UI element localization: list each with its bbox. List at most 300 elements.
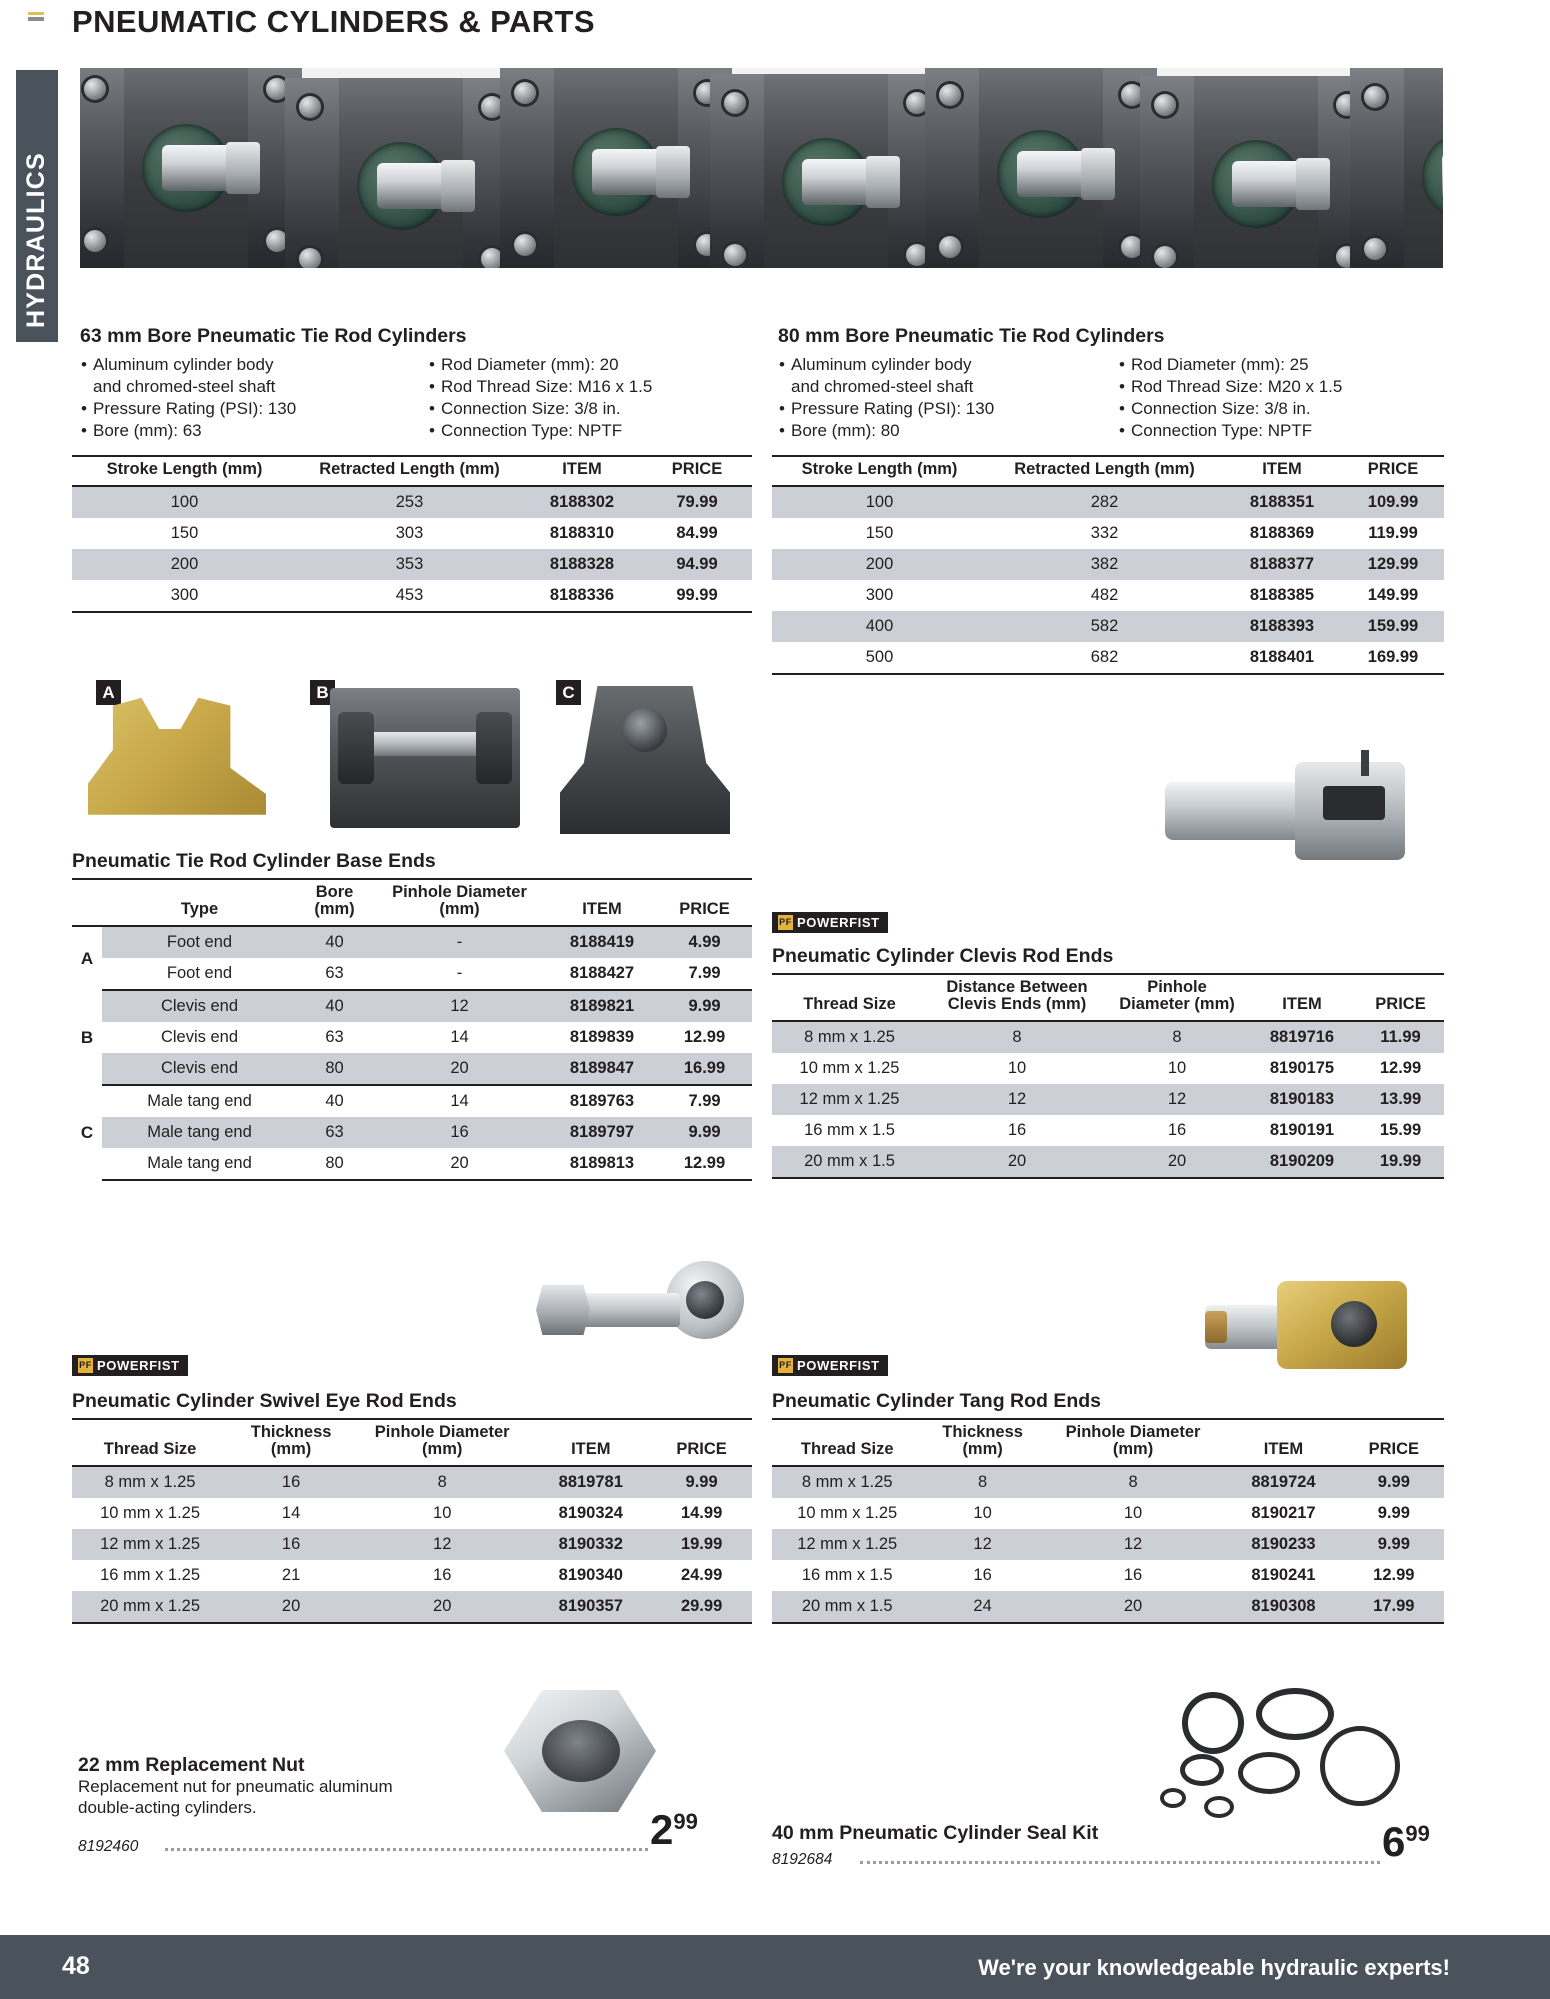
cell-value: 12 mm x 1.25 [772,1529,922,1560]
column-header: PRICE [1342,456,1444,486]
table-header-row [72,456,752,486]
bullet-text: and chromed-steel shaft [791,377,974,396]
cell-value: Clevis end [102,1053,297,1085]
table-row [72,926,752,958]
cell-price: 14.99 [680,1504,723,1522]
column-header: ITEM [1247,974,1357,1021]
cell-value: 8 mm x 1.25 [772,1021,927,1053]
cell-item-number: 8189821 [547,990,657,1022]
cell-value: 20 [372,1053,547,1085]
cell-value: 12 [372,990,547,1022]
table-row [772,518,1444,549]
cell-value: 200 [772,549,987,580]
cell-price: 9.99 [1344,1529,1444,1560]
table-row [72,580,752,612]
price-cents: 99 [673,1809,698,1834]
cell-item-number: 8190308 [1223,1591,1343,1623]
table-row [72,1148,752,1180]
table-header-row: Thread Size Distance Between Clevis Ends (mm) Pinhole Diameter (mm) ITEM PRICE [772,974,1444,1021]
cell-value: 150 [170,524,199,542]
cell-value: 100 [72,486,297,518]
cell-item-number: 8190209 [1247,1146,1357,1178]
cell-value: 80 [297,1053,372,1085]
cell-value: 10 [1007,1059,1027,1077]
cell-price: 15.99 [1379,1121,1422,1139]
badge-b: B [310,680,335,705]
cell-price: 12.99 [657,1148,752,1180]
cell-value: 20 mm x 1.5 [772,1591,922,1623]
cell-value: 300 [72,580,297,612]
table-header-row: Thread Size Thickness (mm) Pinhole Diameter (mm) ITEM PRICE [772,1419,1444,1466]
cell-value: 150 [865,524,894,542]
section-heading-swivel-eye-rod-ends: Pneumatic Cylinder Swivel Eye Rod Ends [72,1390,457,1412]
table-body [72,486,752,612]
cell-price: 9.99 [657,1117,752,1148]
powerfist-mark-icon: PF [78,1358,93,1373]
cell-item-number: 8188328 [522,549,642,580]
price-seal-kit [1382,1818,1430,1866]
table-clevis-rod-ends [772,973,1444,1179]
section-heading-tang-rod-ends: Pneumatic Cylinder Tang Rod Ends [772,1390,1102,1412]
cell-value: 453 [297,580,522,612]
powerfist-mark-icon: PF [778,1358,793,1373]
section-tab-label: HYDRAULICS [22,152,50,328]
column-header: Thread Size [772,974,927,1021]
cell-price: 99.99 [642,580,752,612]
column-header: Retracted Length (mm) [297,456,522,486]
table-row [72,990,752,1022]
cell-item-number: 8189763 [569,1092,635,1110]
cell-price: 169.99 [1342,642,1444,674]
hero-product-photo [80,68,1443,268]
table-body [72,1466,752,1623]
table-63mm-bore [72,455,752,613]
cell-item-number: 8188377 [1222,549,1342,580]
footer-tagline: We're your knowledgeable hydraulic experts! [978,1955,1450,1980]
bullet-text: Pressure Rating (PSI): 130 [791,399,995,418]
cylinder-photo-2 [285,78,517,268]
bullet-text: Bore (mm): 80 [791,421,900,440]
bullet-text: Bore (mm): 63 [93,421,202,440]
bullet-text: Pressure Rating (PSI): 130 [93,399,297,418]
column-header: PRICE [657,879,752,926]
table-body [772,1466,1444,1623]
cell-value: 16 [1123,1566,1143,1584]
bullet-text: Connection Size: 3/8 in. [441,399,621,418]
table-row [772,580,1444,611]
cell-value: 200 [72,549,297,580]
price-dollars: 2 [650,1806,674,1853]
cell-value: 303 [395,524,424,542]
cell-value: 8 [927,1021,1107,1053]
table-row [72,1560,752,1591]
column-header: Stroke Length (mm) [72,456,297,486]
cell-price: 19.99 [651,1529,752,1560]
cell-value: 353 [297,549,522,580]
cell-item-number: 8189797 [547,1117,657,1148]
cell-item-number: 8189839 [569,1028,635,1046]
cell-value: Male tang end [102,1117,297,1148]
title-accent-dash [28,17,44,21]
cell-value: 400 [772,611,987,642]
cell-value: 16 [228,1529,354,1560]
product-desc-line-1: Replacement nut for pneumatic aluminum [78,1777,393,1796]
item-code-replacement-nut: 8192460 [78,1838,139,1855]
cell-value: 14 [450,1092,469,1110]
cell-value: Clevis end [160,1028,239,1046]
column-header: Type [102,879,297,926]
table-wrap-80mm [772,455,1444,675]
cell-value: 16 mm x 1.5 [804,1121,895,1139]
cell-value: 20 mm x 1.25 [72,1591,228,1623]
badge-a: A [96,680,121,705]
page-number: 48 [62,1952,90,1980]
page-footer [0,1935,1550,1999]
cell-value: 10 mm x 1.25 [797,1504,898,1522]
cell-value: 14 [281,1504,301,1522]
table-80mm-bore [772,455,1444,675]
bullet-list-80mm-right: • Rod Diameter (mm): 25 • Rod Thread Size: M20 x 1.5 • Connection Size: 3/8 in. • Connection Type: NPTF [1119,355,1343,440]
cell-value: 682 [987,642,1222,674]
cell-price: 129.99 [1342,549,1444,580]
column-header: Stroke Length (mm) [772,456,987,486]
cell-value: 16 mm x 1.5 [801,1566,893,1584]
table-row [772,1115,1444,1146]
bullet-text: Rod Thread Size: M20 x 1.5 [1131,377,1343,396]
cell-price: 19.99 [1357,1146,1444,1178]
section-tang-rod-ends [772,1390,1444,1624]
cell-price: 17.99 [1344,1591,1444,1623]
cell-value: - [372,926,547,958]
cell-value: Male tang end [147,1092,252,1110]
cell-price: 79.99 [642,486,752,518]
cell-item-number: 8189847 [547,1053,657,1085]
bullet-text: Rod Diameter (mm): 25 [1131,355,1309,374]
photo-replacement-nut [490,1680,670,1820]
cell-price: 94.99 [642,549,752,580]
column-header: PRICE [1344,1419,1444,1466]
cell-price: 9.99 [651,1466,752,1498]
table-header-row: Thread Size Thickness (mm) Pinhole Diameter (mm) ITEM PRICE [72,1419,752,1466]
cell-value: 12 [927,1084,1107,1115]
photo-male-tang-end [560,686,730,834]
cell-value: 12 [1107,1084,1247,1115]
cell-value: - [372,958,547,990]
cell-price: 12.99 [1373,1566,1415,1584]
cell-price: 16.99 [657,1053,752,1085]
cell-value: 16 [1007,1121,1027,1139]
cell-item-number: 8188393 [1222,611,1342,642]
bullet-text: Aluminum cylinder body [93,355,274,374]
cell-price: 4.99 [657,926,752,958]
section-63mm-bore [80,325,745,442]
cylinder-photo-6 [1140,76,1372,268]
table-header-row: Type Bore (mm) Pinhole Diameter (mm) ITEM PRICE [72,879,752,926]
column-header: Thread Size [72,1419,228,1466]
cell-value: 100 [772,486,987,518]
section-base-ends [72,850,752,1181]
cell-price: 159.99 [1342,611,1444,642]
section-80mm-bore [778,325,1443,442]
cell-price: 7.99 [657,958,752,990]
price-replacement-nut [650,1806,698,1854]
replacement-nut-block [78,1755,498,1818]
cell-item-number: 8190217 [1251,1504,1316,1522]
cell-price: 84.99 [676,524,718,542]
table-row [72,549,752,580]
cell-group-letter: B [72,990,102,1085]
cell-item-number: 8188310 [549,524,615,542]
cell-value: Male tang end [102,1148,297,1180]
cell-value: 20 [1043,1591,1224,1623]
column-header: ITEM [530,1419,651,1466]
page-title: PNEUMATIC CYLINDERS & PARTS [72,4,595,39]
cell-value: 40 [297,990,372,1022]
table-row [772,611,1444,642]
cell-item-number: 8190340 [558,1566,623,1584]
cell-value: 10 [433,1504,452,1522]
table-row [72,1591,752,1623]
table-swivel-eye-rod-ends [72,1418,752,1624]
cell-item-number: 8188427 [547,958,657,990]
cell-value: 63 [325,1028,344,1046]
cell-value: Clevis end [102,990,297,1022]
cell-value: 12 [1043,1529,1224,1560]
cylinder-photo-4 [710,74,942,268]
table-row [72,1022,752,1053]
cell-value: 80 [297,1148,372,1180]
cell-value: 12 [922,1529,1042,1560]
table-body [772,486,1444,674]
table-row [72,486,752,518]
cell-item-number: 8188302 [522,486,642,518]
table-row [72,1466,752,1498]
bullet-list-63mm-right: • Rod Diameter (mm): 20 • Rod Thread Size: M16 x 1.5 • Connection Size: 3/8 in. • Connection Type: NPTF [429,355,653,440]
cell-value: 500 [772,642,987,674]
product-desc-line-2: double-acting cylinders. [78,1798,257,1817]
cell-item-number: 8819724 [1223,1466,1343,1498]
cell-value: 20 [372,1148,547,1180]
dotted-leader-seal-kit [860,1861,1380,1864]
section-tab-hydraulics [16,70,58,342]
cylinder-photo-5 [925,68,1157,268]
cell-price: 9.99 [1344,1466,1444,1498]
photo-seal-kit [1160,1680,1420,1835]
cell-price: 109.99 [1342,486,1444,518]
cell-item-number: 8188336 [522,580,642,612]
cell-price: 12.99 [1379,1059,1422,1077]
cell-value: Foot end [102,958,297,990]
cell-value: 8 [354,1466,530,1498]
table-row [772,1466,1444,1498]
bullet-text: Connection Type: NPTF [1131,421,1313,440]
cell-value: 8 [1043,1466,1224,1498]
table-row [72,958,752,990]
cylinder-photo-3 [500,68,732,268]
bullet-list-63mm-left: • Aluminum cylinder body and chromed-steel shaft • Pressure Rating (PSI): 130 • Bore (mm): 63 [81,355,297,440]
bullet-text: and chromed-steel shaft [93,377,276,396]
brand-label: POWERFIST [797,1358,880,1373]
cell-item-number: 8188369 [1249,524,1315,542]
column-header: Retracted Length (mm) [987,456,1222,486]
cell-value: 40 [325,1092,344,1110]
brand-label: POWERFIST [797,915,880,930]
cell-value: 10 mm x 1.25 [100,1504,201,1522]
section-swivel-eye-rod-ends [72,1390,752,1624]
photo-tang-rod-end [1205,1275,1410,1375]
cell-value: 16 [1167,1121,1187,1139]
column-header: ITEM [547,879,657,926]
cell-value: 582 [987,611,1222,642]
cell-value: 16 [228,1466,354,1498]
item-code-seal-kit: 8192684 [772,1851,833,1868]
cell-value: 24 [922,1591,1042,1623]
cell-value: 253 [297,486,522,518]
cell-price: 24.99 [680,1566,723,1584]
cell-item-number: 8190183 [1247,1084,1357,1115]
cell-value: 8 [922,1466,1042,1498]
table-row [72,1498,752,1529]
cell-item-number: 8190324 [558,1504,623,1522]
cell-price: 13.99 [1357,1084,1444,1115]
table-wrap-63mm [72,455,752,613]
cell-item-number: 8190233 [1223,1529,1343,1560]
brand-tag-powerfist-tang [772,1355,888,1376]
bullet-list-80mm-left: • Aluminum cylinder body and chromed-steel shaft • Pressure Rating (PSI): 130 • Bore (mm): 80 [779,355,995,440]
cell-item-number: 8819716 [1247,1021,1357,1053]
table-row [772,1529,1444,1560]
table-row [772,1498,1444,1529]
cell-item-number: 8190175 [1269,1059,1335,1077]
bullet-text: Rod Diameter (mm): 20 [441,355,619,374]
table-row [772,1053,1444,1084]
cell-price: 11.99 [1357,1021,1444,1053]
table-row [772,549,1444,580]
table-row [772,1021,1444,1053]
cell-value: 12 mm x 1.25 [72,1529,228,1560]
powerfist-mark-icon: PF [778,915,793,930]
column-header: ITEM [1223,1419,1343,1466]
table-row [72,1053,752,1085]
cell-value: Foot end [102,926,297,958]
dotted-leader-replacement-nut [165,1848,648,1851]
photo-clevis-end [330,688,520,828]
column-header: ITEM [1222,456,1342,486]
cell-price: 29.99 [651,1591,752,1623]
cell-item-number: 8188351 [1222,486,1342,518]
cell-value: 482 [1090,586,1119,604]
cell-value: 12 [354,1529,530,1560]
table-row [772,1084,1444,1115]
brand-label: POWERFIST [97,1358,180,1373]
cell-value: 20 [1107,1146,1247,1178]
table-header-row [772,456,1444,486]
cell-value: 10 mm x 1.25 [799,1059,900,1077]
table-body [772,1021,1444,1178]
cell-value: 63 [297,1117,372,1148]
section-heading-80mm: 80 mm Bore Pneumatic Tie Rod Cylinders [778,325,1165,347]
table-row [72,1529,752,1560]
cylinder-photo-1 [80,68,302,268]
cell-value: 16 [372,1117,547,1148]
cell-group-letter: C [72,1085,102,1180]
cell-value: 40 [297,926,372,958]
cell-value: 8 mm x 1.25 [772,1466,922,1498]
photo-clevis-rod-end [1165,748,1415,878]
cell-value: 21 [281,1566,301,1584]
table-base-ends [72,878,752,1181]
table-body [72,926,752,1180]
cell-value: 20 mm x 1.5 [772,1146,927,1178]
bullet-text: Connection Type: NPTF [441,421,623,440]
price-dollars: 6 [1382,1818,1406,1865]
cell-item-number: 8190241 [1251,1566,1316,1584]
cell-value: 14 [450,1028,469,1046]
section-heading-clevis-rod-ends: Pneumatic Cylinder Clevis Rod Ends [772,945,1114,967]
brand-tag-powerfist-swivel [72,1355,188,1376]
cell-value: 10 [973,1504,992,1522]
table-row [72,1117,752,1148]
cell-item-number: 8188419 [547,926,657,958]
cell-item-number: 8188385 [1249,586,1315,604]
column-header: PRICE [651,1419,752,1466]
cell-value: 16 [433,1566,452,1584]
cell-group-letter: A [72,926,102,990]
cell-item-number: 8190332 [530,1529,651,1560]
table-tang-rod-ends [772,1418,1444,1624]
cell-price: 9.99 [657,990,752,1022]
cell-value: 282 [987,486,1222,518]
cell-value: 16 mm x 1.25 [100,1566,201,1584]
cell-price: 12.99 [683,1028,726,1046]
brand-tag-powerfist-clevis [772,912,888,933]
column-header: PRICE [1357,974,1444,1021]
cell-value: 8 [1107,1021,1247,1053]
cell-value: 20 [228,1591,354,1623]
column-header: PRICE [642,456,752,486]
cell-item-number: 8190357 [530,1591,651,1623]
cell-value: 20 [927,1146,1107,1178]
section-heading-base-ends: Pneumatic Tie Rod Cylinder Base Ends [72,850,436,872]
column-header: Thread Size [772,1419,922,1466]
table-row [772,642,1444,674]
cell-value: 10 [1167,1059,1187,1077]
cell-value: 382 [987,549,1222,580]
cylinder-photo-7 [1350,68,1443,268]
bullet-text: Rod Thread Size: M16 x 1.5 [441,377,653,396]
price-cents: 99 [1405,1821,1430,1846]
cell-price: 119.99 [1368,524,1418,542]
bullet-text: Connection Size: 3/8 in. [1131,399,1311,418]
product-heading-replacement-nut: 22 mm Replacement Nut [78,1754,305,1776]
photo-swivel-eye-rod-end [530,1255,745,1370]
cell-value: 16 [973,1566,992,1584]
section-clevis-rod-ends [772,945,1444,1179]
cell-value: 300 [865,586,894,604]
table-row [772,486,1444,518]
cell-value: 20 [354,1591,530,1623]
table-row [772,1591,1444,1623]
table-row [72,518,752,549]
cell-value: 8 mm x 1.25 [72,1466,228,1498]
product-heading-seal-kit: 40 mm Pneumatic Cylinder Seal Kit [772,1822,1099,1844]
column-header: ITEM [522,456,642,486]
cell-item-number: 8819781 [530,1466,651,1498]
cell-item-number: 8188401 [1222,642,1342,674]
cell-value: 12 mm x 1.25 [772,1084,927,1115]
cell-price: 149.99 [1367,586,1419,604]
photo-foot-end [88,690,266,820]
